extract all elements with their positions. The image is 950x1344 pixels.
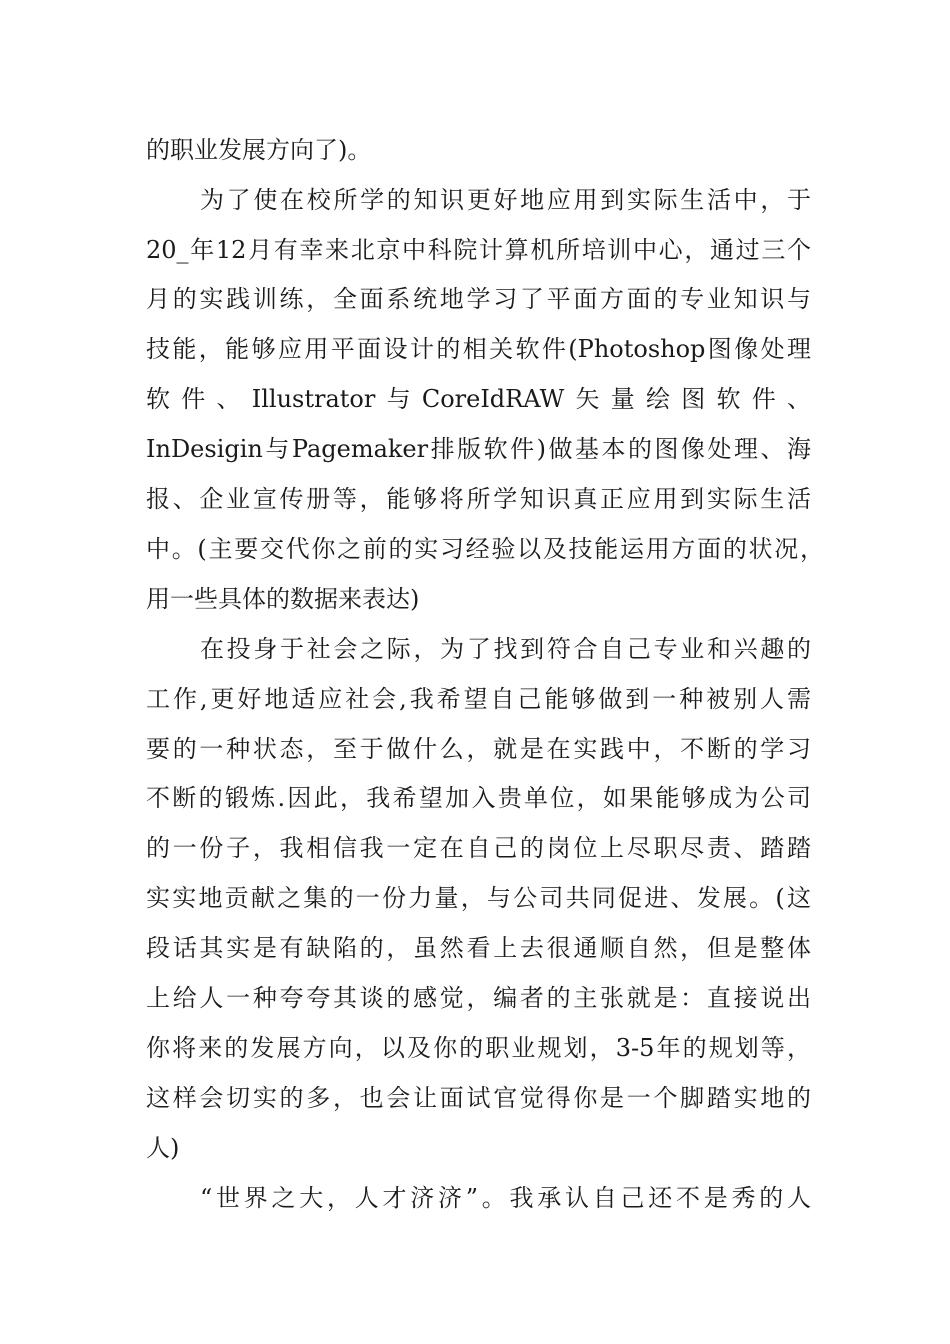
paragraph-line: 技能，能够应用平面设计的相关软件(Photoshop图像处理: [146, 335, 811, 363]
paragraph-line: “世界之大，人才济济”。我承认自己还不是秀的人: [200, 1184, 811, 1212]
paragraph-line: 要的一种状态，至于做什么，就是在实践中，不断的学习: [146, 735, 811, 763]
paragraph-line: 中。(主要交代你之前的实习经验以及技能运用方面的状况，: [146, 535, 824, 563]
paragraph-line: 不断的锻炼.因此，我希望加入贵单位，如果能够成为公司: [146, 784, 811, 812]
paragraph-line: 人): [146, 1134, 180, 1162]
paragraph-line: 报、企业宣传册等，能够将所学知识真正应用到实际生活: [146, 485, 811, 513]
paragraph-line: 为了使在校所学的知识更好地应用到实际生活中，于: [200, 186, 811, 214]
text-line: 的职业发展方向了)。: [146, 136, 372, 164]
paragraph-line: 工作,更好地适应社会,我希望自己能够做到一种被别人需: [146, 685, 811, 713]
paragraph-line: 上给人一种夸夸其谈的感觉，编者的主张就是：直接说出: [146, 984, 811, 1012]
paragraph-line: 20_年12月有幸来北京中科院计算机所培训中心，通过三个: [146, 236, 811, 264]
paragraph-line: 用一些具体的数据来表达): [146, 585, 420, 613]
paragraph-line: 在投身于社会之际，为了找到符合自己专业和兴趣的: [200, 635, 811, 663]
paragraph-line: 你将来的发展方向，以及你的职业规划，3-5年的规划等，: [146, 1034, 811, 1062]
paragraph-line: InDesigin与Pagemaker排版软件)做基本的图像处理、海: [146, 435, 811, 463]
paragraph-line: 这样会切实的多，也会让面试官觉得你是一个脚踏实地的: [146, 1084, 811, 1112]
paragraph-line: 实实地贡献之集的一份力量，与公司共同促进、发展。(这: [146, 884, 811, 912]
paragraph-line: 软件、Illustrator与CoreIdRAW矢量绘图软件、: [146, 385, 811, 413]
paragraph-line: 的一份子，我相信我一定在自己的岗位上尽职尽责、踏踏: [146, 834, 811, 862]
paragraph-line: 段话其实是有缺陷的，虽然看上去很通顺自然，但是整体: [146, 934, 811, 962]
paragraph-line: 月的实践训练，全面系统地学习了平面方面的专业知识与: [146, 285, 811, 313]
